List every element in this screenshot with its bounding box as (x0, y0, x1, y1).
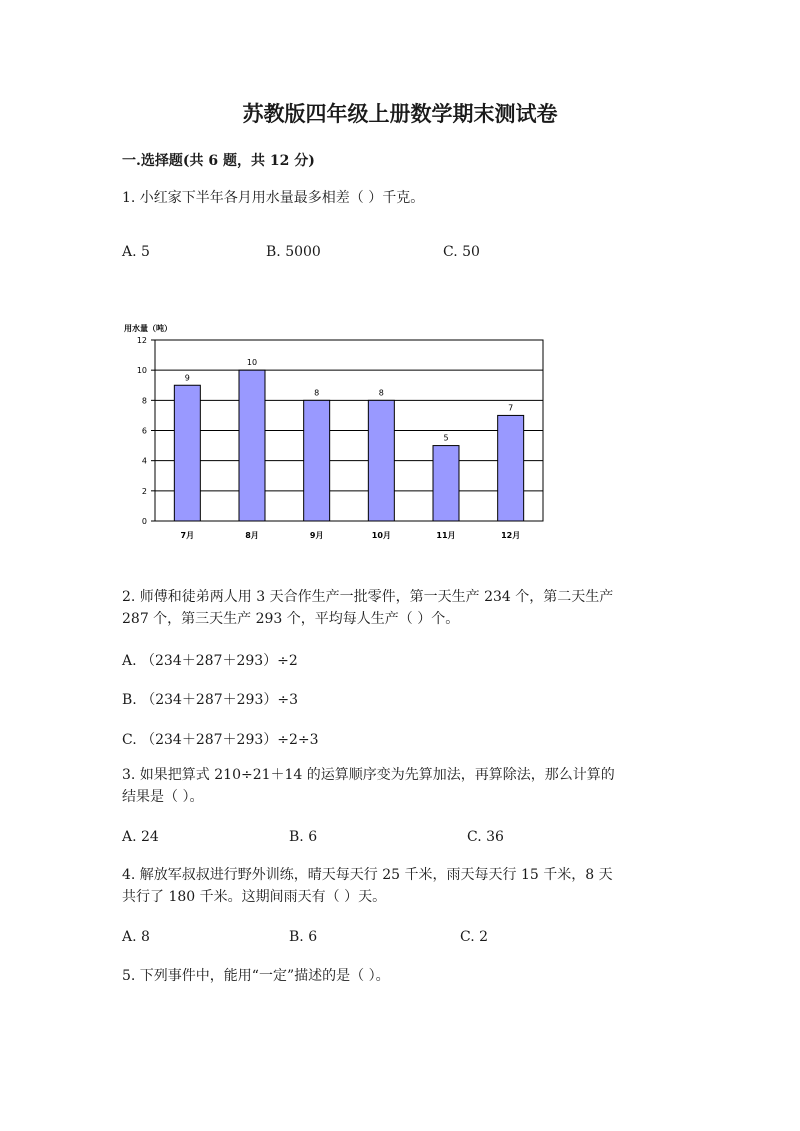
q1-option-b: B. 5000 (266, 244, 321, 260)
q3-option-a: A. 24 (122, 829, 159, 845)
x-tick-label: 10月 (371, 531, 391, 540)
data-label: 7 (508, 403, 514, 413)
y-tick-label: 4 (141, 456, 147, 466)
bar (304, 400, 330, 521)
y-tick-label: 2 (141, 486, 147, 496)
question-2-line-1: 2. 师傅和徒弟两人用 3 天合作生产一批零件，第一天生产 234 个，第二天生产 (122, 589, 614, 605)
section-heading-choice: 一.选择题(共 6 题，共 12 分) (122, 153, 315, 169)
q1-option-a: A. 5 (122, 244, 150, 260)
q4-option-b: B. 6 (289, 929, 318, 945)
y-tick-label: 6 (141, 426, 147, 436)
data-label: 8 (314, 388, 320, 398)
q4-option-a: A. 8 (122, 929, 150, 945)
data-label: 10 (246, 358, 258, 368)
question-4-line-1: 4. 解放军叔叔进行野外训练，晴天每天行 25 千米，雨天每天行 15 千米，8 天 (122, 867, 613, 883)
q3-option-c: C. 36 (467, 829, 504, 845)
question-1: 1. 小红家下半年各月用水量最多相差（ ）千克。 (122, 190, 425, 206)
data-label: 9 (184, 373, 190, 383)
y-tick-label: 8 (141, 396, 147, 406)
data-label: 5 (443, 433, 449, 443)
bar (368, 400, 394, 521)
y-tick-label: 0 (141, 517, 147, 526)
x-tick-label: 8月 (245, 531, 259, 540)
question-3-line-2: 结果是（ ）。 (122, 789, 204, 805)
bar (174, 385, 200, 521)
question-3-line-1: 3. 如果把算式 210÷21＋14 的运算顺序变为先算加法，再算除法，那么计算的 (122, 767, 615, 783)
y-tick-label: 12 (136, 336, 147, 345)
bar (498, 415, 524, 521)
bar (239, 370, 265, 521)
q2-option-c: C. （234＋287＋293）÷2÷3 (122, 732, 319, 748)
chart-ylabel: 用水量（吨） (124, 324, 172, 333)
x-tick-label: 11月 (436, 531, 456, 540)
question-4-line-2: 共行了 180 千米。这期间雨天有（ ）天。 (122, 889, 387, 905)
water-usage-bar-chart (110, 318, 560, 548)
q2-option-b: B. （234＋287＋293）÷3 (122, 692, 298, 708)
y-tick-label: 10 (136, 366, 147, 376)
page-title: 苏教版四年级上册数学期末测试卷 (242, 101, 558, 126)
q4-option-c: C. 2 (460, 929, 489, 945)
q2-option-a: A. （234＋287＋293）÷2 (122, 653, 298, 669)
q1-option-c: C. 50 (443, 244, 480, 260)
x-tick-label: 12月 (501, 531, 521, 540)
bar (433, 446, 459, 521)
data-label: 8 (378, 388, 384, 398)
x-tick-label: 9月 (309, 531, 324, 540)
x-tick-label: 7月 (180, 531, 195, 540)
question-5: 5. 下列事件中，能用“一定”描述的是（ ）。 (122, 968, 390, 984)
question-2-line-2: 287 个，第三天生产 293 个，平均每人生产（ ）个。 (122, 611, 460, 627)
q3-option-b: B. 6 (289, 829, 318, 845)
